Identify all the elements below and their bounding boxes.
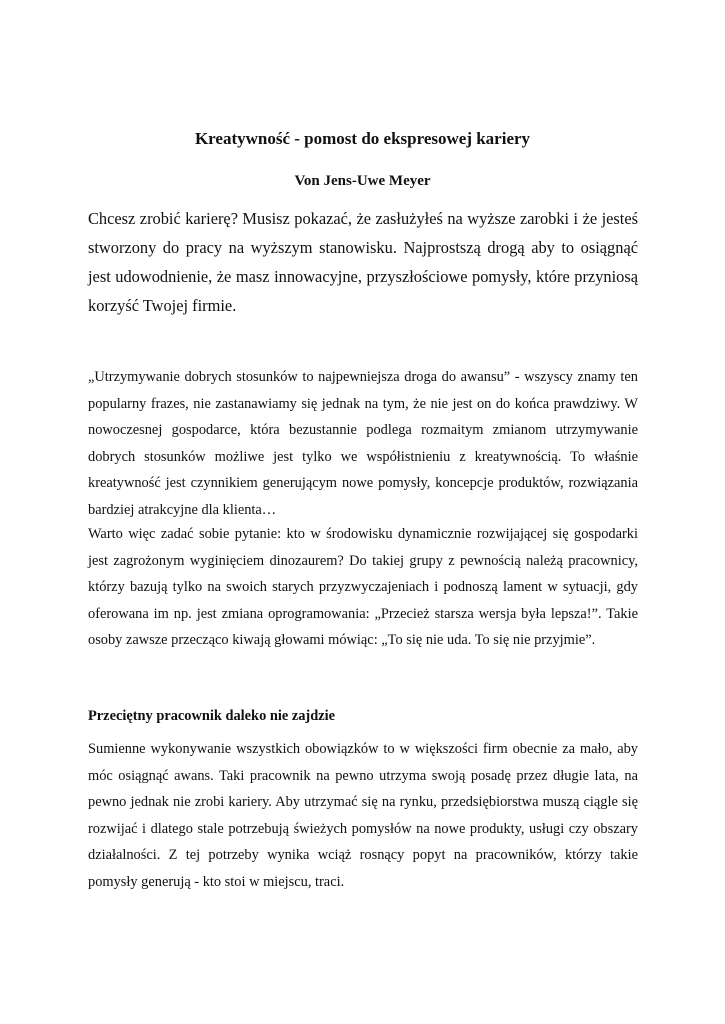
document-title: Kreatywność - pomost do ekspresowej kariery	[194, 129, 531, 148]
body-paragraph-1: „Utrzymywanie dobrych stosunków to najpewniejsza droga do awansu” - wszyscy znamy ten popularny frazes, nie zastanawiamy się jednak na tym, że nie jest on do końca prawdziwy. W nowoczesnej gospodarce, która bezustannie podlega rozmaitym zmianom utrzymywanie dobrych stosunków możliwe jest tylko we współistnieniu z kreatywnością. To właśnie kreatywność jest czynnikiem generującym nowe pomysły, koncepcje produktów, rozwiązania bardziej atrakcyjne dla klienta…	[88, 369, 638, 518]
section-heading: Przeciętny pracownik daleko nie zajdzie	[88, 708, 335, 724]
lead-paragraph: Chcesz zrobić karierę? Musisz pokazać, że zasłużyłeś na wyższe zarobki i że jesteś stworzony do pracy na wyższym stanowisku. Najprostszą drogą aby to osiągnąć jest udowodnienie, że masz innowacyjne, przyszłościowe pomysły, które przyniosą korzyść Twojej firmie.	[88, 209, 638, 315]
document-author: Von Jens-Uwe Meyer	[294, 173, 431, 189]
body-paragraph-2: Warto więc zadać sobie pytanie: kto w środowisku dynamicznie rozwijającej się gospodarki jest zagrożonym wyginięciem dinozaurem? Do takiej grupy z pewnością należą pracownicy, którzy bazują tylko na swoich starych przyzwyczajeniach i podnoszą lament w sytuacji, gdy oferowana im np. jest zmiana oprogramowania: „Przecież starsza wersja była lepsza!”. Takie osoby zawsze przecząco kiwają głowami mówiąc: „To się nie uda. To się nie przyjmie”.	[88, 526, 638, 648]
section-paragraph: Sumienne wykonywanie wszystkich obowiązków to w większości firm obecnie za mało, aby móc osiągnąć awans. Taki pracownik na pewno utrzyma swoją posadę przez długie lata, na pewno jednak nie zrobi kariery. Aby utrzymać się na rynku, przedsiębiorstwa muszą ciągle się rozwijać i dlatego stale potrzebują świeżych pomysłów na nowe produkty, usługi czy obszary działalności. Z tej potrzeby wynika wciąż rosnący popyt na pracowników, którzy takie pomysły generują - kto stoi w miejscu, traci.	[88, 741, 638, 890]
